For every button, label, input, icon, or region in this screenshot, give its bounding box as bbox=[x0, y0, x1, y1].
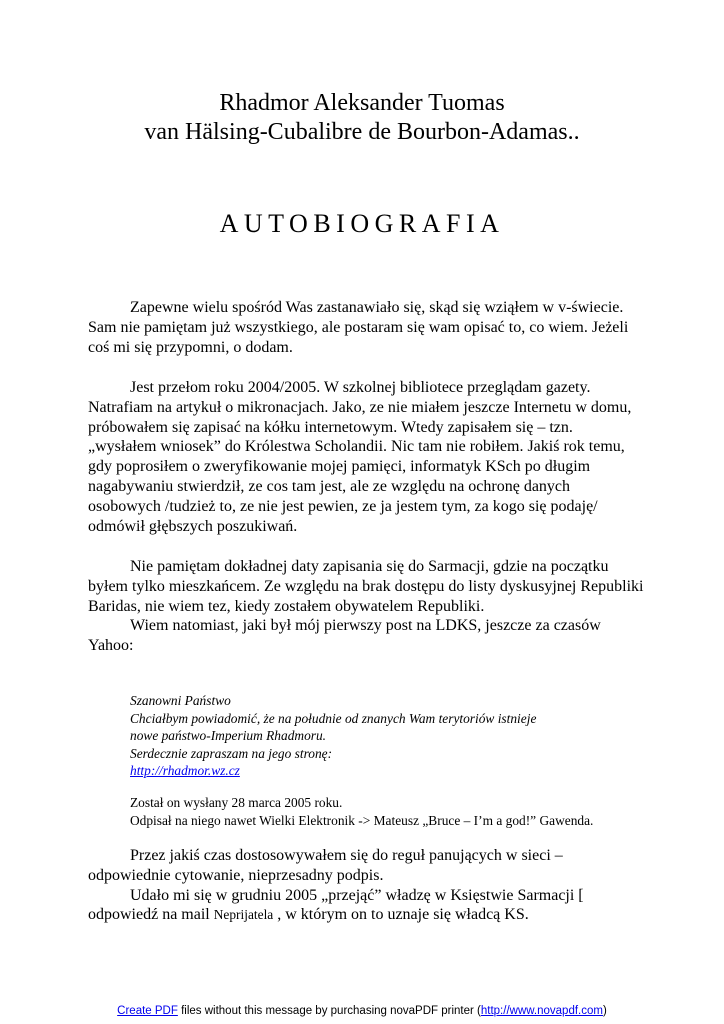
quote-line: Serdecznie zapraszam na jego stronę: bbox=[130, 745, 333, 761]
paragraph-text: Wiem natomiast, jaki był mój pierwszy post na LDKS, jeszcze za czasów Yahoo: bbox=[88, 617, 601, 655]
document-heading: AUTOBIOGRAFIA bbox=[219, 209, 505, 238]
paragraph-intro bbox=[88, 298, 644, 357]
paragraph-text: Przez jakiś czas dostosowywałem się do reguł panujących w sieci – odpowiednie cytowanie, nieprzesadny podpis. bbox=[88, 847, 563, 884]
paragraph-text: Udało mi się w grudniu 2005 „przejąć” władzę w Księstwie Sarmacji [ odpowiedź na mail bbox=[88, 886, 584, 924]
paragraph-sarmacja bbox=[88, 557, 644, 656]
person-name: Neprijatela bbox=[213, 907, 274, 923]
quote-line: Chciałbym powiadomić, że na południe od znanych Wam terytoriów istnieje bbox=[130, 710, 537, 726]
post-date-line: Został on wysłany 28 marca 2005 roku. bbox=[130, 795, 343, 810]
paragraph-netiquette bbox=[88, 846, 644, 925]
footer-end: ) bbox=[602, 1005, 607, 1017]
quote-line: nowe państwo-Imperium Rhadmoru. bbox=[130, 728, 327, 744]
quoted-post bbox=[130, 692, 536, 780]
author-name-line-2: van Hälsing-Cubalibre de Bourbon-Adamas.. bbox=[144, 119, 580, 145]
paragraph-text: Jest przełom roku 2004/2005. W szkolnej bibliotece przeglądam gazety. Natrafiam na artykuł o mikronacjach. Jako, ze nie miałem jeszcze Internetu w domu, próbowałem się zapisać na kółku internetowym. Wtedy zapisałem się – tzn. „wysłałem wniosek” do Królestwa Scholandii. Nic tam nie robiłem. Jakiś rok temu, gdy poprosiłem o zweryfikowanie mojej pamięci, informatyk KSch po długim nagabywaniu stwierdził, ze cos tam jest, ale ze względu na ochronę danych osobowych /tudzież to, ze nie jest pewien, ze ja jestem tym, za kogo się podaję/ odmówił głębszych poszukiwań. bbox=[88, 379, 632, 535]
author-name-line-1: Rhadmor Aleksander Tuomas bbox=[219, 90, 505, 116]
create-pdf-link[interactable]: Create PDF bbox=[117, 1005, 178, 1017]
paragraph-text: Zapewne wielu spośród Was zastanawiało się, skąd się wziąłem w v-świecie. Sam nie pamiętam już wszystkiego, ale postaram się wam opisać to, co wiem. Jeżeli coś mi się przypomni, o dodam. bbox=[88, 299, 629, 356]
paragraph-2004 bbox=[88, 378, 644, 536]
quote-line: Szanowni Państwo bbox=[130, 693, 231, 708]
footer-text: files without this message by purchasing novaPDF printer ( bbox=[177, 1005, 481, 1017]
post-info bbox=[130, 794, 593, 829]
pdf-footer bbox=[0, 1005, 724, 1017]
rhadmor-link[interactable]: http://rhadmor.wz.cz bbox=[130, 763, 240, 779]
paragraph-text: Nie pamiętam dokładnej daty zapisania się do Sarmacji, gdzie na początku byłem tylko mieszkańcem. Ze względu na brak dostępu do listy dyskusyjnej Republiki Baridas, nie wiem tez, kiedy zostałem obywatelem Republiki. bbox=[88, 558, 644, 615]
paragraph-text: , w którym on to uznaje się władcą KS. bbox=[273, 906, 529, 924]
post-reply-line: Odpisał na niego nawet Wielki Elektronik -> Mateusz „Bruce – I’m a god!” Gawenda. bbox=[130, 812, 594, 828]
novapdf-link[interactable]: http://www.novapdf.com bbox=[480, 1005, 603, 1017]
paragraph-power bbox=[88, 886, 644, 926]
